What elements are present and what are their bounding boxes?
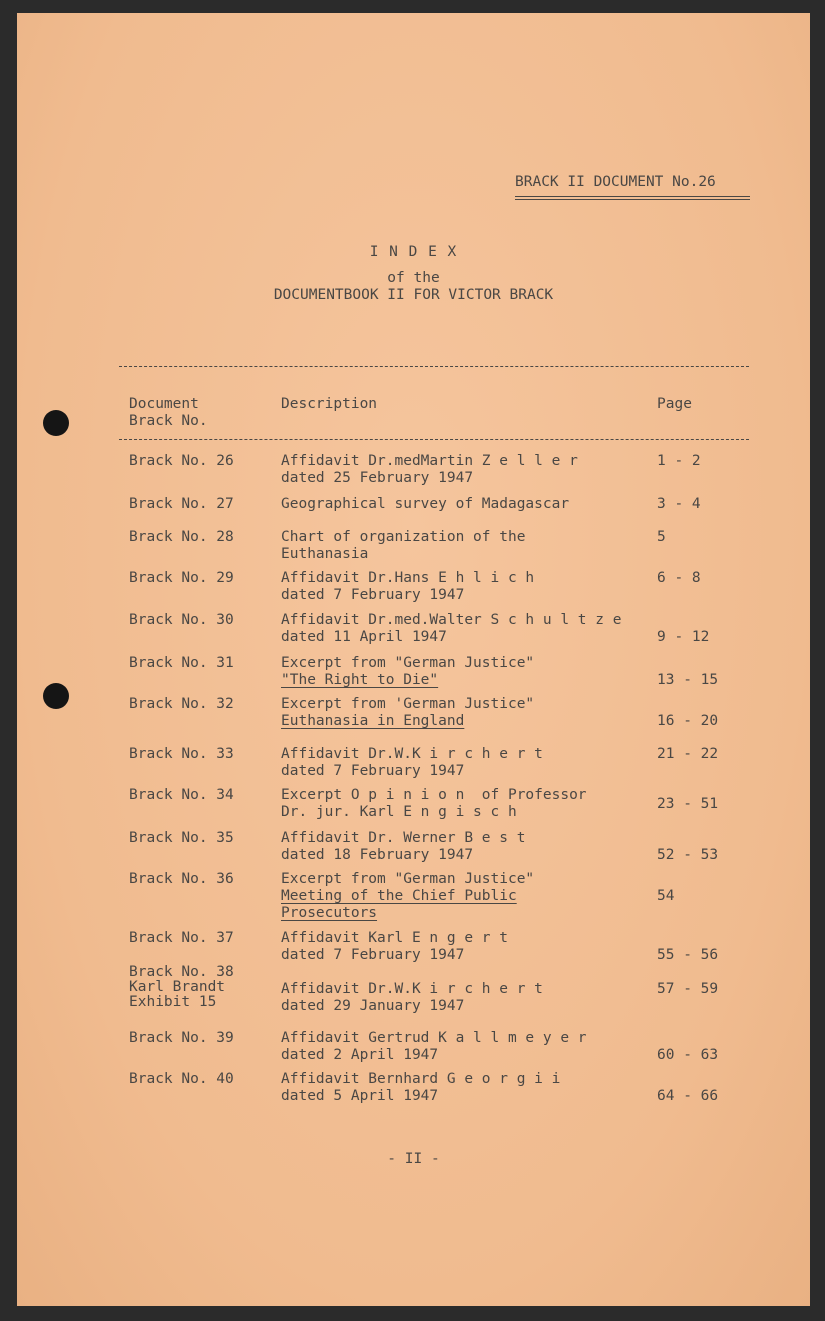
index-title: I N D E X [369, 244, 458, 260]
entry-description-line: Euthanasia [281, 546, 369, 562]
entry-description-line: Affidavit Bernhard G e o r g i i [281, 1071, 561, 1087]
entry-document-number: Brack No. 33 [129, 746, 234, 762]
entry-description-line: Geographical survey of Madagascar [281, 496, 570, 512]
entry-description-line: Prosecutors [281, 905, 378, 921]
entry-document-number: Brack No. 34 [129, 787, 234, 803]
reference-underline-double [515, 199, 750, 200]
entry-page-range: 16 - 20 [657, 713, 719, 729]
entry-description-line: Excerpt from "German Justice" [281, 871, 535, 887]
entry-description-line: dated 7 February 1947 [281, 763, 465, 779]
entry-page-range: 21 - 22 [657, 746, 719, 762]
entry-page-range: 57 - 59 [657, 980, 719, 997]
entry-document-number: Brack No. 37 [129, 930, 234, 946]
entry-description-line: Affidavit Dr.med.Walter S c h u l t z e [281, 612, 622, 628]
document-page [17, 13, 810, 1306]
column-header-brack-no: Brack No. [129, 413, 208, 429]
entry-description-line: Affidavit Dr. Werner B e s t [281, 830, 526, 846]
entry-page-range: 6 - 8 [657, 570, 701, 586]
entry-document-number: Brack No. 29 [129, 570, 234, 586]
entry-page-range: 3 - 4 [657, 496, 701, 512]
column-header-document: Document [129, 396, 199, 412]
entry-description-line: Affidavit Gertrud K a l l m e y e r [281, 1030, 587, 1046]
entry-document-number: Brack No. 35 [129, 830, 234, 846]
entry-document-number: Brack No. 32 [129, 696, 234, 712]
entry-description-line: Chart of organization of the [281, 529, 526, 545]
page-number: - II - [387, 1151, 440, 1167]
documentbook-title: DOCUMENTBOOK II FOR VICTOR BRACK [273, 287, 554, 303]
entry-description-line: Affidavit Dr.Hans E h l i c h [281, 570, 535, 586]
entry-page-range: 60 - 63 [657, 1047, 719, 1063]
entry-page-range: 9 - 12 [657, 629, 710, 645]
entry-description-line: dated 7 February 1947 [281, 587, 465, 603]
entry-page-range: 55 - 56 [657, 947, 719, 963]
entry-page-range: 64 - 66 [657, 1088, 719, 1104]
entry-document-number: Brack No. 39 [129, 1030, 234, 1046]
entry-document-number: Brack No. 30 [129, 612, 234, 628]
entry-description-line: dated 25 February 1947 [281, 470, 474, 486]
entry-document-number: Brack No. 28 [129, 529, 234, 545]
entry-page-range: 54 [657, 888, 675, 904]
entry-page-range: 13 - 15 [657, 672, 719, 688]
index-subtitle: of the [387, 270, 440, 286]
entry-description-line: Euthanasia in England [281, 713, 465, 729]
entry-document-number: Brack No. 26 [129, 453, 234, 469]
column-header-page: Page [657, 396, 692, 412]
entry-description-line: Affidavit Dr.W.K i r c h e r t [281, 980, 543, 997]
entry-document-number: Brack No. 31 [129, 655, 234, 671]
entry-description-line: dated 18 February 1947 [281, 847, 474, 863]
entry-description-line: dated 11 April 1947 [281, 629, 447, 645]
punch-hole-top [43, 410, 69, 436]
entry-page-range: 1 - 2 [657, 453, 701, 469]
entry-description-line: dated 5 April 1947 [281, 1088, 439, 1104]
document-reference: BRACK II DOCUMENT No.26 [515, 174, 716, 190]
header-rule-bottom [119, 439, 749, 440]
entry-description-line: Excerpt from "German Justice" [281, 655, 535, 671]
entry-description-line: Meeting of the Chief Public [281, 888, 517, 904]
entry-description-line: Affidavit Karl E n g e r t [281, 930, 508, 946]
entry-description-line: Affidavit Dr.medMartin Z e l l e r [281, 453, 578, 469]
reference-underline [515, 196, 750, 197]
entry-document-number: Exhibit 15 [129, 994, 217, 1010]
entry-description-line: Excerpt O p i n i o n of Professor [281, 787, 587, 803]
entry-document-number: Brack No. 40 [129, 1071, 234, 1087]
header-rule-top [119, 366, 749, 367]
entry-document-number: Brack No. 36 [129, 871, 234, 887]
entry-document-number: Karl Brandt [129, 979, 226, 995]
entry-description-line: dated 7 February 1947 [281, 947, 465, 963]
entry-page-range: 23 - 51 [657, 795, 719, 812]
column-header-description: Description [281, 396, 378, 412]
entry-document-number: Brack No. 27 [129, 496, 234, 512]
entry-page-range: 52 - 53 [657, 847, 719, 863]
entry-description-line: Dr. jur. Karl E n g i s c h [281, 804, 517, 820]
punch-hole-bottom [43, 683, 69, 709]
entry-description-line: Affidavit Dr.W.K i r c h e r t [281, 746, 543, 762]
entry-description-line: dated 2 April 1947 [281, 1047, 439, 1063]
entry-page-range: 5 [657, 529, 666, 545]
entry-document-number: Brack No. 38 [129, 964, 234, 980]
entry-description-line: dated 29 January 1947 [281, 997, 465, 1014]
entry-description-line: Excerpt from 'German Justice" [281, 696, 535, 712]
entry-description-line: "The Right to Die" [281, 672, 439, 688]
